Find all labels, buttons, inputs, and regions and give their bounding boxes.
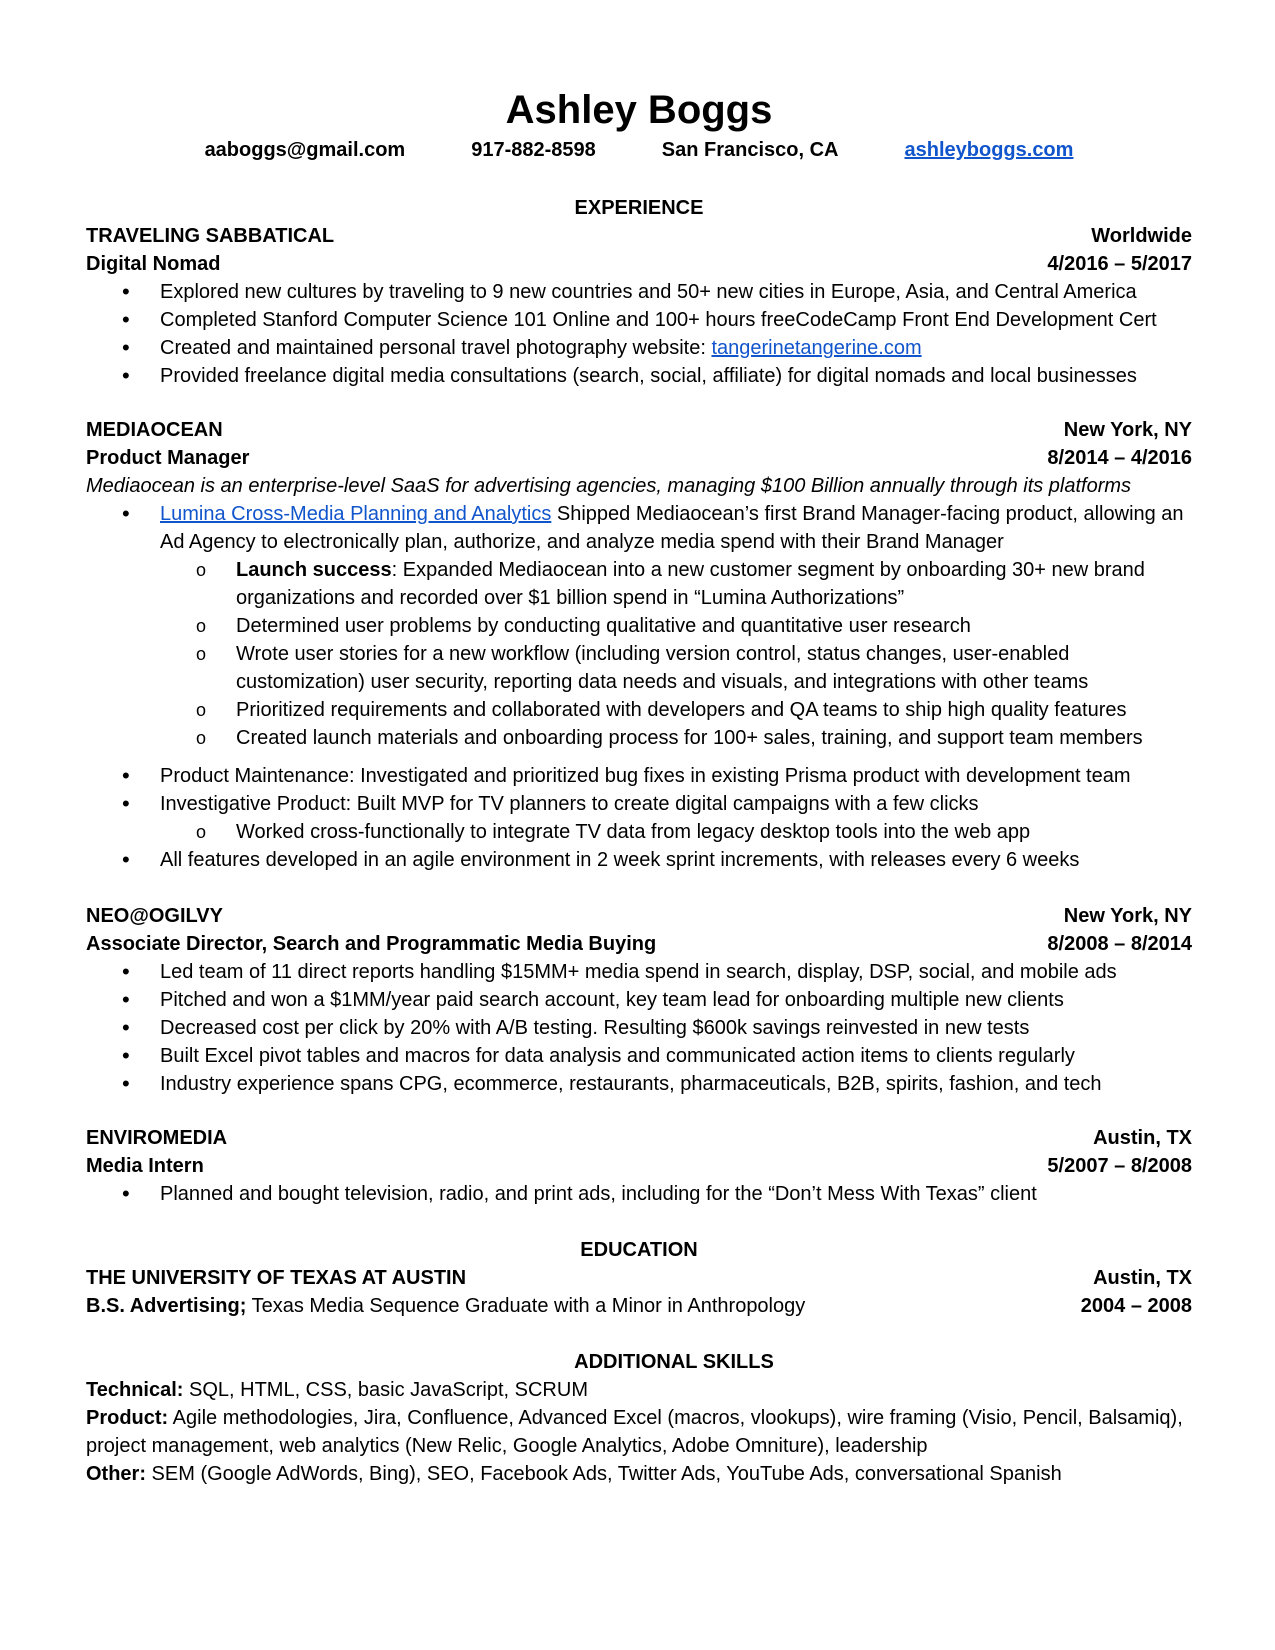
skills-heading: ADDITIONAL SKILLS [574,1351,774,1373]
list-item: • Product Maintenance: Investigated and prioritized bug fixes in existing Prisma product with development team [86,762,1192,790]
list-item: • Planned and bought television, radio, and print ads, including for the “Don’t Mess With Texas” client [86,1180,1192,1208]
job-traveling-sabbatical [86,222,1192,390]
skills-label: Technical: [86,1379,184,1401]
launch-text: : Expanded Mediaocean into a new customer segment by onboarding 30+ new brand organizations and recorded over $1 billion spend in “Lumina Authorizations” [236,559,1145,609]
phone: 917-882-8598 [471,139,596,161]
list-item: • Explored new cultures by traveling to 9 new countries and 50+ new cities in Europe, Asia, and Central America [86,278,1192,306]
company-name: MEDIAOCEAN [86,419,223,441]
list-item [86,500,1192,752]
experience-heading: EXPERIENCE [574,197,704,219]
list-item: • Pitched and won a $1MM/year paid search account, key team lead for onboarding multiple new clients [86,986,1192,1014]
list-item [86,334,1192,362]
list-item: • Decreased cost per click by 20% with A/B testing. Resulting $600k savings reinvested in new tests [86,1014,1192,1042]
skills-text: Agile methodologies, Jira, Confluence, Advanced Excel (macros, vlookups), wire framing (Visio, Pencil, Balsamiq), project management, web analytics (New Relic, Google Analytics, Adobe Omniture), leadership [86,1407,1183,1457]
sub-list-item [160,556,1192,612]
candidate-name: Ashley Boggs [505,88,773,132]
email: aaboggs@gmail.com [204,139,406,161]
education-dates: 2004 – 2008 [1080,1295,1192,1317]
sub-list-item: o Determined user problems by conducting qualitative and quantitative user research [160,612,1192,640]
list-item: • Built Excel pivot tables and macros for data analysis and communicated action items to clients regularly [86,1042,1192,1070]
skills-technical [86,1376,1192,1404]
contact-line [86,136,1192,164]
job-role: Product Manager [86,447,250,469]
company-name: NEO@OGILVY [86,905,223,927]
school-name: THE UNIVERSITY OF TEXAS AT AUSTIN [86,1267,467,1289]
job-location: Austin, TX [1093,1127,1192,1149]
list-item-text: Created and maintained personal travel photography website: [160,337,712,359]
job-location: New York, NY [1063,905,1192,927]
skills-block [86,1376,1192,1488]
job-location: New York, NY [1063,419,1192,441]
sub-list-item: o Prioritized requirements and collaborated with developers and QA teams to ship high quality features [160,696,1192,724]
job-dates: 8/2014 – 4/2016 [1047,447,1192,469]
skills-text: SEM (Google AdWords, Bing), SEO, Facebook Ads, Twitter Ads, YouTube Ads, conversational Spanish [146,1463,1062,1485]
location: San Francisco, CA [661,139,839,161]
skills-text: SQL, HTML, CSS, basic JavaScript, SCRUM [183,1379,588,1401]
skills-product [86,1404,1192,1460]
list-item-text: Shipped Mediaocean’s first Brand Manager-facing product, allowing an Ad Agency to electronically plan, authorize, and analyze media spend with their Brand Manager [160,503,1184,553]
list-item: • All features developed in an agile environment in 2 week sprint increments, with releases every 6 weeks [86,846,1192,874]
list-item [86,790,1192,846]
degree-line [86,1292,805,1320]
skills-label: Product: [86,1407,169,1429]
sub-list-item: o Worked cross-functionally to integrate TV data from legacy desktop tools into the web app [160,818,1192,846]
school-location: Austin, TX [1093,1267,1192,1289]
education-heading: EDUCATION [580,1239,698,1261]
degree: B.S. Advertising; [86,1295,247,1317]
company-description: Mediaocean is an enterprise-level SaaS for advertising agencies, managing $100 Billion annually through its platforms [86,475,1132,497]
travel-website-link[interactable]: tangerinetangerine.com [711,337,922,359]
job-dates: 4/2016 – 5/2017 [1047,253,1192,275]
company-name: TRAVELING SABBATICAL [86,225,335,247]
degree-detail: Texas Media Sequence Graduate with a Minor in Anthropology [246,1295,806,1317]
education-block [86,1264,1192,1320]
skills-other [86,1460,1192,1488]
launch-label: Launch success [236,559,392,581]
job-mediaocean [86,416,1192,874]
job-location: Worldwide [1091,225,1192,247]
job-role: Media Intern [86,1155,204,1177]
job-role: Digital Nomad [86,253,221,275]
website-link[interactable]: ashleyboggs.com [904,139,1074,161]
job-enviromedia [86,1124,1192,1208]
skills-label: Other: [86,1463,146,1485]
resume-page [86,84,1192,1488]
list-item: • Led team of 11 direct reports handling $15MM+ media spend in search, display, DSP, social, and mobile ads [86,958,1192,986]
job-role: Associate Director, Search and Programmatic Media Buying [86,933,657,955]
sub-list-item: o Wrote user stories for a new workflow (including version control, status changes, user-enabled customization) user security, reporting data needs and visuals, and integrations with other teams [160,640,1192,696]
job-neo-ogilvy [86,902,1192,1098]
company-name: ENVIROMEDIA [86,1127,228,1149]
list-item: • Industry experience spans CPG, ecommerce, restaurants, pharmaceuticals, B2B, spirits, fashion, and tech [86,1070,1192,1098]
sub-list-item: o Created launch materials and onboarding process for 100+ sales, training, and support team members [160,724,1192,752]
list-item: • Provided freelance digital media consultations (search, social, affiliate) for digital nomads and local businesses [86,362,1192,390]
list-item: • Completed Stanford Computer Science 101 Online and 100+ hours freeCodeCamp Front End Development Cert [86,306,1192,334]
job-dates: 5/2007 – 8/2008 [1047,1155,1192,1177]
lumina-link[interactable]: Lumina Cross-Media Planning and Analytics [160,503,552,525]
list-item-text: Investigative Product: Built MVP for TV planners to create digital campaigns with a few clicks [160,793,979,815]
job-dates: 8/2008 – 8/2014 [1047,933,1192,955]
